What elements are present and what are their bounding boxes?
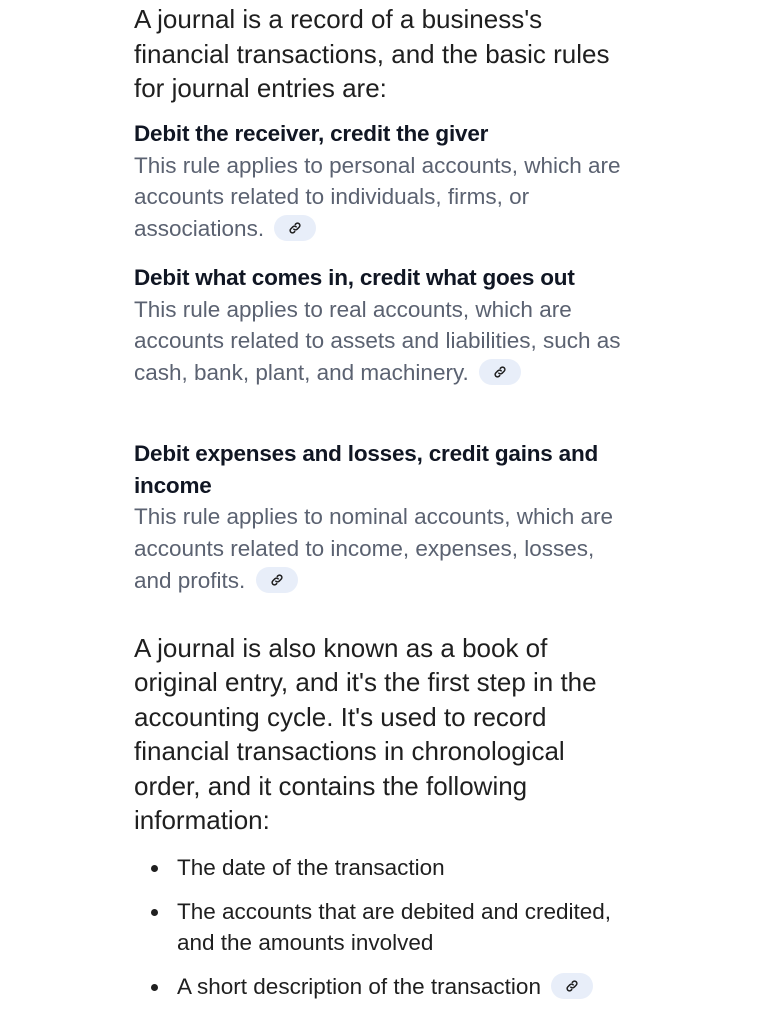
list-item-text: A short description of the transaction: [177, 973, 541, 999]
link-icon: [288, 221, 302, 235]
source-link-chip[interactable]: [274, 215, 316, 241]
link-icon: [270, 573, 284, 587]
rule-description-text: This rule applies to personal accounts, which are accounts related to individuals, firms, or associations.: [134, 152, 621, 242]
list-item: [134, 971, 638, 1003]
intro-paragraph: A journal is a record of a business's financial transactions, and the basic rules for journal entries are:: [134, 4, 610, 103]
rule-section-nominal: [134, 438, 638, 596]
list-item: [134, 852, 638, 884]
rule-description: [134, 294, 638, 389]
rule-heading: Debit what comes in, credit what goes out: [134, 265, 575, 290]
journal-info-paragraph: A journal is also known as a book of original entry, and it's the first step in the accounting cycle. It's used to record financial transactions in chronological order, and it contains the following information:: [134, 633, 597, 836]
rule-description: [134, 501, 638, 596]
journal-info-list: [134, 852, 638, 1014]
rule-heading: Debit the receiver, credit the giver: [134, 121, 489, 146]
bullet-icon: [151, 865, 158, 872]
source-link-chip[interactable]: [551, 973, 593, 999]
source-link-chip[interactable]: [479, 359, 521, 385]
list-item-text: The accounts that are debited and credited, and the amounts involved: [177, 898, 612, 955]
list-item-text: The date of the transaction: [177, 855, 445, 880]
rule-heading: Debit expenses and losses, credit gains and income: [134, 441, 599, 498]
rule-description-text: This rule applies to nominal accounts, which are accounts related to income, expenses, losses, and profits.: [134, 504, 613, 593]
link-icon: [493, 365, 507, 379]
list-item: [134, 896, 638, 959]
source-link-chip[interactable]: [256, 567, 298, 593]
response-content: [134, 0, 638, 999]
rule-section-personal: [134, 118, 638, 245]
rule-description: [134, 150, 638, 245]
bullet-icon: [151, 909, 158, 916]
link-icon: [565, 979, 579, 993]
bullet-icon: [151, 984, 158, 991]
rule-description-text: This rule applies to real accounts, which are accounts related to assets and liabilities, such as cash, bank, plant, and machinery.: [134, 296, 621, 386]
rule-section-real: [134, 262, 638, 389]
